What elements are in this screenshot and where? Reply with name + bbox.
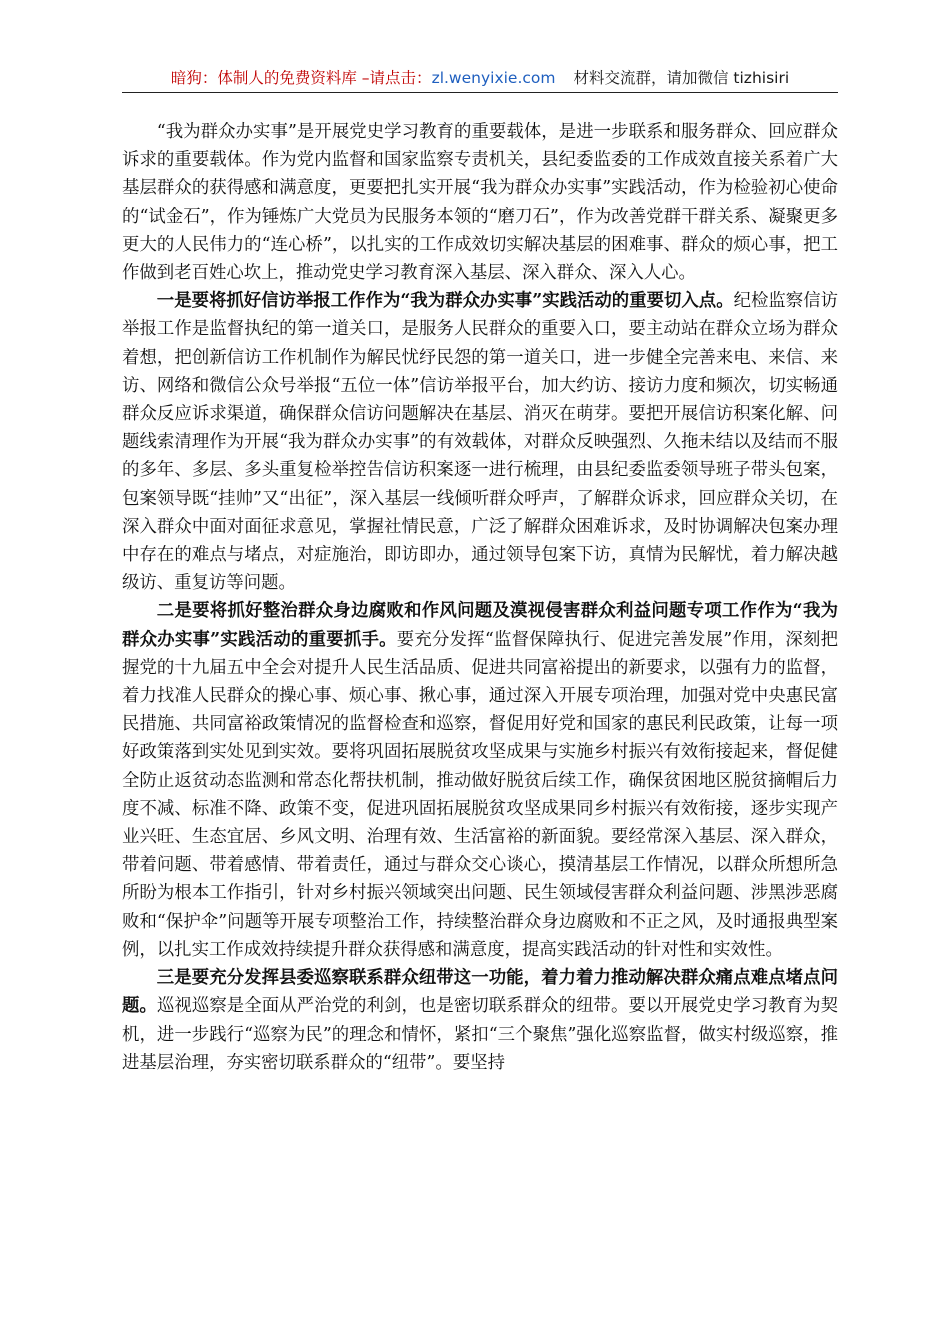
header-prompt: –请点击： — [356, 69, 432, 87]
article-body — [122, 118, 838, 1077]
header-brand: 暗狗：体制人的免费资料库 — [170, 69, 357, 87]
paragraph-text: 要充分发挥“监督保障执行、促进完善发展”作用，深刻把握党的十九届五中全会对提升人民生活品质、促进共同富裕提出的新要求，以强有力的监督，着力找准人民群众的操心事、烦心事、揪心事，通过深入开展专项治理，加强对党中央惠民富民措施、共同富裕政策情况的监督检查和巡察，督促用好党和国家的惠民利民政策，让每一项好政策落到实处见到实效。要将巩固拓展脱贫攻坚成果与实施乡村振兴有效衔接起来，督促健全防止返贫动态监测和常态化帮扶机制，推动做好脱贫后续工作，确保贫困地区脱贫摘帽后力度不减、标准不降、政策不变，促进巩固拓展脱贫攻坚成果同乡村振兴有效衔接，逐步实现产业兴旺、生态宜居、乡风文明、治理有效、生活富裕的新面貌。要经常深入基层、深入群众，带着问题、带着感情、带着责任，通过与群众交心谈心，摸清基层工作情况，以群众所想所急所盼为根本工作指引，针对乡村振兴领域突出问题、民生领域侵害群众利益问题、涉黑涉恶腐败和“保护伞”问题等开展专项整治工作，持续整治群众身边腐败和不正之风，及时通报典型案例，以扎实工作成效持续提升群众获得感和满意度，提高实践活动的针对性和实效性。 — [122, 629, 838, 960]
header-rule — [122, 92, 838, 93]
paragraph-lead: 一是要将抓好信访举报工作作为“我为群众办实事”实践活动的重要切入点。 — [156, 291, 734, 312]
header-contact: 材料交流群，请加微信 tizhisiri — [573, 69, 790, 87]
paragraph-lead: 二是要将抓好整治群众身边腐败和作风问题及漠视侵害群众利益问题专项工作作为“我为群众办实事”实践活动的重要抓手。 — [122, 601, 838, 650]
page-header — [122, 66, 838, 90]
paragraph-point-three — [122, 964, 838, 1077]
paragraph-point-two — [122, 597, 838, 964]
paragraph-text: 巡视巡察是全面从严治党的利剑，也是密切联系群众的纽带。要以开展党史学习教育为契机，进一步践行“巡察为民”的理念和情怀，紧扣“三个聚焦”强化巡察监督，做实村级巡察，推进基层治理，夯实密切联系群众的“纽带”。要坚持 — [122, 996, 838, 1073]
paragraph-intro — [122, 118, 838, 287]
paragraph-text: “我为群众办实事”是开展党史学习教育的重要载体，是进一步联系和服务群众、回应群众诉求的重要载体。作为党内监督和国家监察专责机关，县纪委监委的工作成效直接关系着广大基层群众的获得感和满意度，更要把扎实开展“我为群众办实事”实践活动，作为检验初心使命的“试金石”，作为锤炼广大党员为民服务本领的“磨刀石”，作为改善党群干群关系、凝聚更多更大的人民伟力的“连心桥”，以扎实的工作成效切实解决基层的困难事、群众的烦心事，把工作做到老百姓心坎上，推动党史学习教育深入基层、深入群众、深入人心。 — [122, 122, 838, 284]
header-link[interactable]: zl.wenyixie.com — [431, 69, 556, 87]
paragraph-point-one — [122, 287, 838, 597]
paragraph-text: 纪检监察信访举报工作是监督执纪的第一道关口，是服务人民群众的重要入口，要主动站在群众立场为群众着想，把创新信访工作机制作为解民忧纾民怨的第一道关口，进一步健全完善来电、来信、来访、网络和微信公众号举报“五位一体”信访举报平台，加大约访、接访力度和频次，切实畅通群众反应诉求渠道，确保群众信访问题解决在基层、消灭在萌芽。要把开展信访积案化解、问题线索清理作为开展“我为群众办实事”的有效载体，对群众反映强烈、久拖未结以及结而不服的多年、多层、多头重复检举控告信访积案逐一进行梳理，由县纪委监委领导班子带头包案，包案领导既“挂帅”又“出征”，深入基层一线倾听群众呼声，了解群众诉求，回应群众关切，在深入群众中面对面征求意见，掌握社情民意，广泛了解群众困难诉求，及时协调解决包案办理中存在的难点与堵点，对症施治，即访即办，通过领导包案下访，真情为民解忧，着力解决越级访、重复访等问题。 — [122, 291, 838, 594]
paragraph-lead: 三是要充分发挥县委巡察联系群众纽带这一功能，着力着力推动解决群众痛点难点堵点问题。 — [122, 968, 838, 1017]
